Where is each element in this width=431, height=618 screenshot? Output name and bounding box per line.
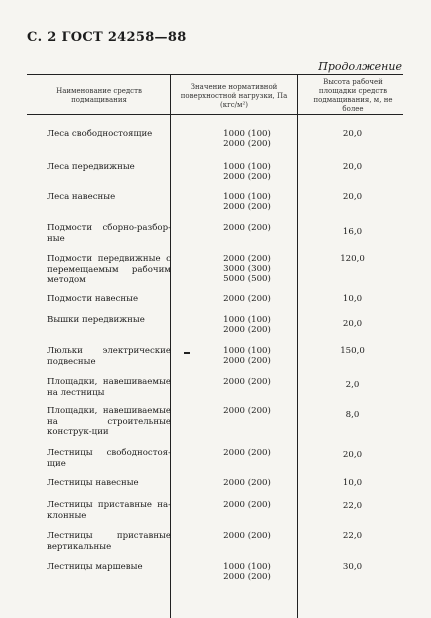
row-height: 22,0 <box>342 501 363 511</box>
load-value: 2000 (200) <box>223 478 271 488</box>
load-value: 2000 (200) <box>223 254 271 264</box>
row-height: 8,0 <box>345 410 360 420</box>
row-load <box>197 129 297 149</box>
column-header-name: Наименование средств подмащивания <box>56 87 142 104</box>
row-name: Лестницы навесные <box>47 478 139 488</box>
row-load <box>197 223 297 233</box>
row-name: Люльки электрические подвесные <box>47 346 171 367</box>
row-height: 20,0 <box>342 129 363 139</box>
load-value: 2000 (200) <box>223 202 271 212</box>
load-value: 2000 (200) <box>223 356 271 366</box>
load-value: 2000 (200) <box>223 448 271 458</box>
load-value: 2000 (200) <box>223 572 271 582</box>
column-header-load: Значение нормативной поверхностной нагрузки, Па (кгс/м²) <box>180 83 288 109</box>
load-value: 2000 (200) <box>223 531 271 541</box>
row-height: 10,0 <box>342 294 363 304</box>
load-value: 2000 (200) <box>223 325 271 335</box>
load-value: 2000 (200) <box>223 406 271 416</box>
row-height: 150,0 <box>340 346 365 356</box>
row-name: Леса передвижные <box>47 162 135 172</box>
dash-mark <box>184 352 190 354</box>
row-height: 16,0 <box>342 227 363 237</box>
load-value: 2000 (200) <box>223 172 271 182</box>
load-value: 5000 (500) <box>223 274 271 284</box>
row-height: 30,0 <box>342 562 363 572</box>
norms-table <box>27 74 403 618</box>
column-divider-2 <box>297 74 298 618</box>
row-height: 20,0 <box>342 450 363 460</box>
row-name: Лестницы приставные вертикальные <box>47 531 171 552</box>
load-value: 3000 (300) <box>223 264 271 274</box>
row-height: 10,0 <box>342 478 363 488</box>
load-value: 2000 (200) <box>223 294 271 304</box>
row-height: 20,0 <box>342 192 363 202</box>
row-name: Подмости передвижные с перемещаемым рабочим методом <box>47 254 171 285</box>
row-load <box>197 377 297 387</box>
row-name: Подмости сборно-разбор-ные <box>47 223 171 244</box>
row-name: Площадки, навешиваемые на лестницы <box>47 377 171 398</box>
row-name: Подмости навесные <box>47 294 139 304</box>
load-value: 2000 (200) <box>223 223 271 233</box>
continuation-label: Продолжение <box>318 60 402 73</box>
page-header: С. 2 ГОСТ 24258—88 <box>27 30 187 45</box>
load-value: 2000 (200) <box>223 377 271 387</box>
load-value: 1000 (100) <box>223 562 271 572</box>
load-value: 1000 (100) <box>223 346 271 356</box>
row-load <box>197 192 297 212</box>
table-top-border <box>27 74 403 75</box>
row-height: 20,0 <box>342 162 363 172</box>
row-name: Площадки, навешиваемые на строительные конструк-ции <box>47 406 171 437</box>
row-load <box>197 315 297 335</box>
row-load <box>197 531 297 541</box>
header-bottom-border <box>27 114 403 115</box>
load-value: 1000 (100) <box>223 192 271 202</box>
row-name: Лестницы маршевые <box>47 562 143 572</box>
row-load <box>197 346 297 366</box>
row-load <box>197 406 297 416</box>
row-height: 20,0 <box>342 319 363 329</box>
row-name: Лестницы приставные на-клонные <box>47 500 171 521</box>
row-height: 2,0 <box>345 380 360 390</box>
load-value: 2000 (200) <box>223 139 271 149</box>
row-load <box>197 562 297 582</box>
row-load <box>197 294 297 304</box>
load-value: 1000 (100) <box>223 162 271 172</box>
row-load <box>197 448 297 458</box>
row-name: Вышки передвижные <box>47 315 145 325</box>
load-value: 1000 (100) <box>223 129 271 139</box>
load-value: 2000 (200) <box>223 500 271 510</box>
row-load <box>197 478 297 488</box>
row-height: 120,0 <box>340 254 365 264</box>
column-header-height: Высота рабочей площадки средств подмащивания, м, не более <box>313 78 393 113</box>
row-load <box>197 162 297 182</box>
load-value: 1000 (100) <box>223 315 271 325</box>
row-name: Леса навесные <box>47 192 116 202</box>
row-height: 22,0 <box>342 531 363 541</box>
row-load <box>197 254 297 284</box>
row-load <box>197 500 297 510</box>
row-name: Леса свободностоящие <box>47 129 153 139</box>
row-name: Лестницы свободностоя-щие <box>47 448 171 469</box>
